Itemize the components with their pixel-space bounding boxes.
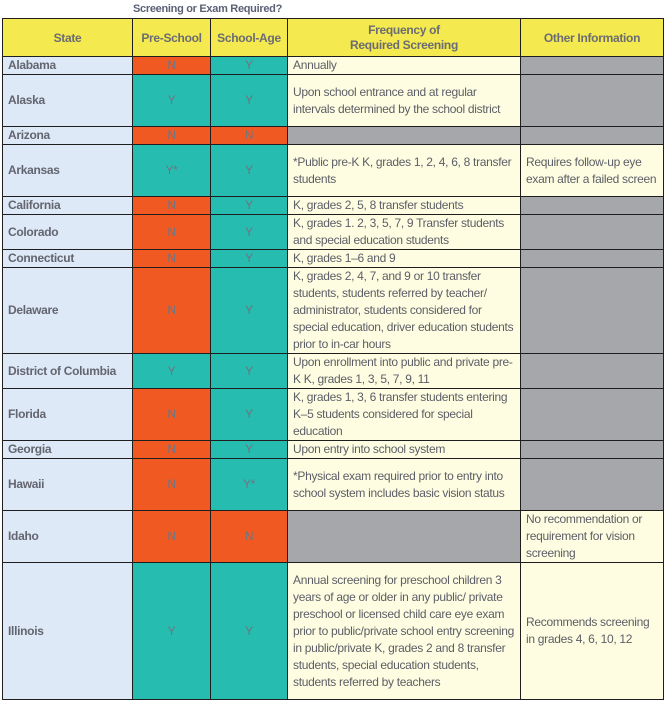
frequency-text: K, grades 1. 2, 3, 5, 7, 9 Transfer students and special education students: [288, 215, 521, 250]
column-header-school-age: School-Age: [211, 19, 288, 57]
frequency-text: *Public pre-K K, grades 1, 2, 4, 6, 8 transfer students: [288, 145, 521, 197]
column-header-state: State: [3, 19, 133, 57]
frequency-text: K, grades 1, 3, 6 transfer students entering K–5 students considered for special education: [288, 389, 521, 441]
state-name: Florida: [3, 389, 133, 441]
state-name: Alaska: [3, 75, 133, 127]
column-header-frequency: [288, 19, 521, 57]
table-row: [3, 197, 664, 215]
screening-group-heading: Screening or Exam Required?: [133, 3, 282, 15]
school-age-status: Y: [211, 75, 288, 127]
other-info-empty: [521, 57, 664, 75]
table-body: [3, 57, 664, 700]
table-row: [3, 389, 664, 441]
column-header-pre-school: Pre-School: [133, 19, 211, 57]
table-row: [3, 511, 664, 563]
other-info-empty: [521, 250, 664, 268]
other-info-empty: [521, 75, 664, 127]
state-name: Georgia: [3, 441, 133, 459]
pre-school-status: Y: [133, 75, 211, 127]
pre-school-status: N: [133, 268, 211, 354]
table-row: [3, 215, 664, 250]
state-name: Connecticut: [3, 250, 133, 268]
school-age-status: Y: [211, 268, 288, 354]
state-name: Alabama: [3, 57, 133, 75]
state-name: Arkansas: [3, 145, 133, 197]
pre-school-status: N: [133, 441, 211, 459]
other-info-empty: [521, 268, 664, 354]
state-name: Illinois: [3, 563, 133, 700]
frequency-text: Upon enrollment into public and private pre-K K, grades 1, 3, 5, 7, 9, 11: [288, 354, 521, 389]
frequency-text: K, grades 2, 5, 8 transfer students: [288, 197, 521, 215]
table-row: [3, 250, 664, 268]
state-name: Colorado: [3, 215, 133, 250]
frequency-text: K, grades 2, 4, 7, and 9 or 10 transfer students, students referred by teacher/ administrator, students considered for special education, driver education students prior to in-car hours: [288, 268, 521, 354]
frequency-text: Upon school entrance and at regular intervals determined by the school district: [288, 75, 521, 127]
state-name: Arizona: [3, 127, 133, 145]
frequency-text: Annual screening for preschool children 3 years of age or older in any public/ private preschool or licensed child care eye exam prior to public/private school entry screening in public/private K, grades 2 and 8 transfer students, special education students, students referred by teachers: [288, 563, 521, 700]
school-age-status: Y: [211, 215, 288, 250]
pre-school-status: N: [133, 250, 211, 268]
table-row: [3, 441, 664, 459]
other-info-empty: [521, 459, 664, 511]
vision-screening-table: [2, 18, 664, 700]
frequency-header-line1: Frequency of: [368, 23, 440, 37]
state-name: Delaware: [3, 268, 133, 354]
table-row: [3, 145, 664, 197]
column-header-other: Other Information: [521, 19, 664, 57]
pre-school-status: N: [133, 389, 211, 441]
frequency-text: Upon entry into school system: [288, 441, 521, 459]
frequency-text: K, grades 1–6 and 9: [288, 250, 521, 268]
frequency-text: Annually: [288, 57, 521, 75]
table-row: [3, 75, 664, 127]
frequency-header-line2: Required Screening: [350, 38, 458, 52]
other-info-text: Requires follow-up eye exam after a failed screen: [521, 145, 664, 197]
school-age-status: Y: [211, 563, 288, 700]
school-age-status: Y: [211, 57, 288, 75]
other-info-empty: [521, 197, 664, 215]
school-age-status: Y: [211, 354, 288, 389]
school-age-status: Y: [211, 250, 288, 268]
frequency-empty: [288, 127, 521, 145]
other-info-empty: [521, 441, 664, 459]
other-info-text: No recommendation or requirement for vision screening: [521, 511, 664, 563]
other-info-empty: [521, 127, 664, 145]
state-name: California: [3, 197, 133, 215]
other-info-empty: [521, 389, 664, 441]
pre-school-status: Y: [133, 563, 211, 700]
pre-school-status: N: [133, 57, 211, 75]
school-age-status: Y: [211, 389, 288, 441]
state-name: Idaho: [3, 511, 133, 563]
other-info-empty: [521, 354, 664, 389]
state-name: District of Columbia: [3, 354, 133, 389]
state-name: Hawaii: [3, 459, 133, 511]
school-age-status: N: [211, 511, 288, 563]
other-info-empty: [521, 215, 664, 250]
school-age-status: N: [211, 127, 288, 145]
frequency-empty: [288, 511, 521, 563]
pre-school-status: N: [133, 215, 211, 250]
school-age-status: Y: [211, 197, 288, 215]
table-row: [3, 127, 664, 145]
pre-school-status: Y: [133, 354, 211, 389]
school-age-status: Y: [211, 145, 288, 197]
pre-school-status: N: [133, 197, 211, 215]
school-age-status: Y: [211, 441, 288, 459]
pre-school-status: Y*: [133, 145, 211, 197]
table-row: [3, 354, 664, 389]
frequency-text: *Physical exam required prior to entry into school system includes basic vision status: [288, 459, 521, 511]
pre-school-status: N: [133, 459, 211, 511]
table-row: [3, 563, 664, 700]
other-info-text: Recommends screening in grades 4, 6, 10, 12: [521, 563, 664, 700]
header-row: [3, 19, 664, 57]
pre-school-status: N: [133, 127, 211, 145]
table-row: [3, 268, 664, 354]
table-row: [3, 459, 664, 511]
school-age-status: Y*: [211, 459, 288, 511]
pre-school-status: N: [133, 511, 211, 563]
table-row: [3, 57, 664, 75]
